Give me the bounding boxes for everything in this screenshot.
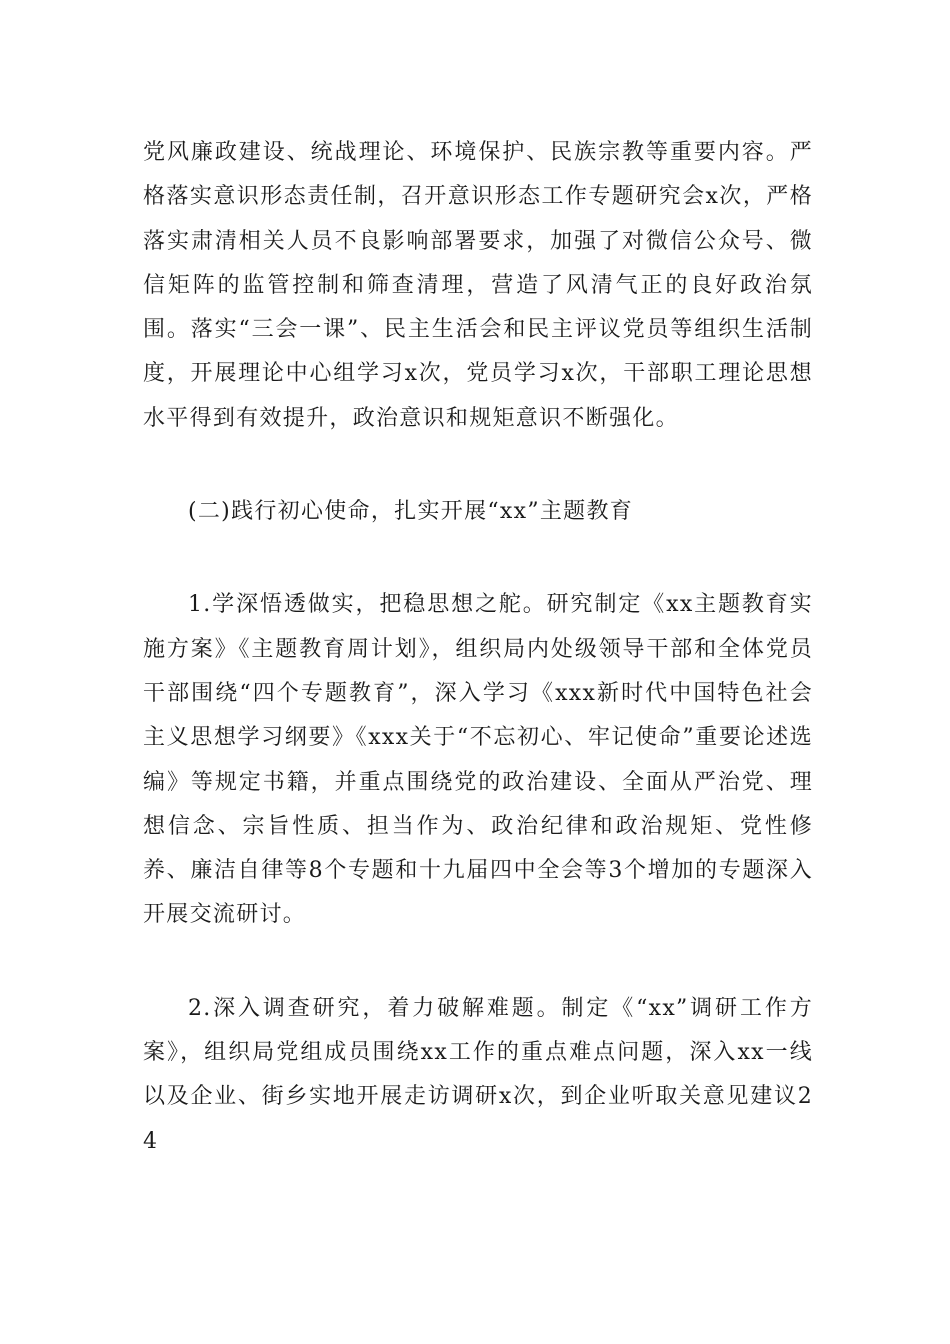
section-heading: (二)践行初心使命，扎实开展“xx”主题教育 [188,499,634,525]
body-paragraph: 党风廉政建设、统战理论、环境保护、民族宗教等重要内容。严格落实意识形态责任制，召开意识形态工作专题研究会x次，严格落实肃清相关人员不良影响部署要求，加强了对微信公众号、微信矩阵的监管控制和筛查清理，营造了风清气正的良好政治氛围。落实“三会一课”、民主生活会和民主评议党员等组织生活制度，开展理论中心组学习x次，党员学习x次，干部职工理论思想水平得到有效提升，政治意识和规矩意识不断强化。 [143,140,813,431]
document-page [143,131,813,1164]
body-paragraph: 1.学深悟透做实，把稳思想之舵。研究制定《xx主题教育实施方案》《主题教育周计划》，组织局内处级领导干部和全体党员干部围绕“四个专题教育”，深入学习《xxx新时代中国特色社会主义思想学习纲要》《xxx关于“不忘初心、牢记使命”重要论述选编》等规定书籍，并重点围绕党的政治建设、全面从严治党、理想信念、宗旨性质、担当作为、政治纪律和政治规矩、党性修养、廉洁自律等8个专题和十九届四中全会等3个增加的专题深入开展交流研讨。 [143,592,813,928]
body-paragraph: 2.深入调查研究，着力破解难题。制定《“xx”调研工作方案》，组织局党组成员围绕xx工作的重点难点问题，深入xx一线以及企业、街乡实地开展走访调研x次，到企业听取关意见建议24 [143,995,813,1154]
